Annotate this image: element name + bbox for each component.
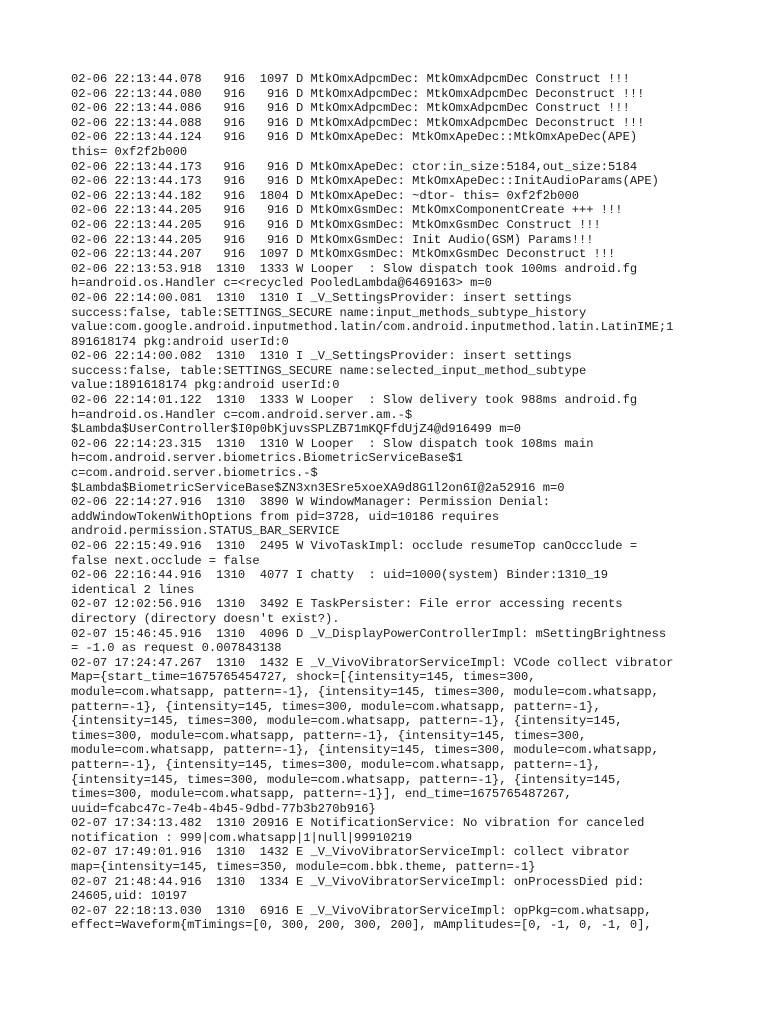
log-line: effect=Waveform{mTimings=[0, 300, 200, 300, 200], mAmplitudes=[0, -1, 0, -1, 0], [71,918,652,933]
log-line: c=com.android.server.biometrics.-$ [71,466,318,481]
log-line: 24605,uid: 10197 [71,889,188,904]
log-line: {intensity=145, times=300, module=com.whatsapp, pattern=-1}, {intensity=145, [71,772,623,787]
log-line: 02-07 12:02:56.916 1310 3492 E TaskPersister: File error accessing recents [71,597,623,612]
log-line: {intensity=145, times=300, module=com.whatsapp, pattern=-1}, {intensity=145, [71,714,623,729]
log-line: value:1891618174 pkg:android userId:0 [71,378,340,393]
log-line: 02-07 17:49:01.916 1310 1432 E _V_VivoVibratorServiceImpl: collect vibrator [71,845,630,860]
log-line: = -1.0 as request 0.007843138 [71,641,282,656]
log-line: Map={start_time=1675765454727, shock=[{intensity=145, times=300, [71,670,536,685]
log-line: 02-06 22:14:27.916 1310 3890 W WindowManager: Permission Denial: [71,495,550,510]
log-line: 02-06 22:13:44.205 916 916 D MtkOmxGsmDec: MtkOmxComponentCreate +++ !!! [71,203,623,218]
log-line: 02-07 22:18:13.030 1310 6916 E _V_VivoVibratorServiceImpl: opPkg=com.whatsapp, [71,903,652,918]
log-line: 02-07 21:48:44.916 1310 1334 E _V_VivoVibratorServiceImpl: onProcessDied pid: [71,874,645,889]
log-line: uuid=fcabc47c-7e4b-4b45-9dbd-77b3b270b916} [71,801,376,816]
log-line: 02-06 22:14:01.122 1310 1333 W Looper : Slow delivery took 988ms android.fg [71,393,638,408]
log-line: module=com.whatsapp, pattern=-1}, {intensity=145, times=300, module=com.whatsapp, [71,743,659,758]
log-line: 02-06 22:14:00.081 1310 1310 I _V_SettingsProvider: insert settings [71,290,572,305]
log-line: 891618174 pkg:android userId:0 [71,334,289,349]
log-line: 02-06 22:13:44.086 916 916 D MtkOmxAdpcmDec: MtkOmxAdpcmDec Construct !!! [71,101,630,116]
log-line: 02-06 22:13:44.088 916 916 D MtkOmxAdpcmDec: MtkOmxAdpcmDec Deconstruct !!! [71,115,645,130]
log-line: pattern=-1}, {intensity=145, times=300, module=com.whatsapp, pattern=-1}, [71,699,601,714]
log-line: map={intensity=145, times=350, module=com.bbk.theme, pattern=-1} [71,860,536,875]
log-line: 02-06 22:13:44.173 916 916 D MtkOmxApeDec: ctor:in_size:5184,out_size:5184 [71,159,638,174]
log-line: 02-06 22:13:44.124 916 916 D MtkOmxApeDec: MtkOmxApeDec::MtkOmxApeDec(APE) [71,130,638,145]
log-line: 02-06 22:14:00.082 1310 1310 I _V_SettingsProvider: insert settings [71,349,572,364]
log-line: 02-07 15:46:45.916 1310 4096 D _V_DisplayPowerControllerImpl: mSettingBrightness [71,626,667,641]
log-line: value:com.google.android.inputmethod.latin/com.android.inputmethod.latin.LatinIME;1 [71,320,674,335]
log-line: 02-06 22:13:44.207 916 1097 D MtkOmxGsmDec: MtkOmxGsmDec Deconstruct !!! [71,247,616,262]
log-line: identical 2 lines [71,582,195,597]
log-line: module=com.whatsapp, pattern=-1}, {intensity=145, times=300, module=com.whatsapp, [71,684,659,699]
log-line: $Lambda$BiometricServiceBase$ZN3xn3ESre5xoeXA9d8G1l2on6I@2a52916 m=0 [71,480,565,495]
log-line: 02-06 22:13:53.918 1310 1333 W Looper : Slow dispatch took 100ms android.fg [71,261,638,276]
log-line: 02-06 22:15:49.916 1310 2495 W VivoTaskImpl: occlude resumeTop canOccclude = [71,539,638,553]
log-line: 02-06 22:13:44.205 916 916 D MtkOmxGsmDec: MtkOmxGsmDec Construct !!! [71,217,601,232]
log-line: 02-06 22:13:44.205 916 916 D MtkOmxGsmDec: Init Audio(GSM) Params!!! [71,232,594,247]
log-line: times=300, module=com.whatsapp, pattern=-1}], end_time=1675765487267, [71,787,572,802]
log-line: 02-06 22:13:44.078 916 1097 D MtkOmxAdpcmDec: MtkOmxAdpcmDec Construct !!! [71,72,630,86]
log-line: pattern=-1}, {intensity=145, times=300, module=com.whatsapp, pattern=-1}, [71,757,601,772]
log-line: notification : 999|com.whatsapp|1|null|99910219 [71,830,413,845]
log-line: h=android.os.Handler c=com.android.server.am.-$ [71,407,413,422]
log-line: h=android.os.Handler c=<recycled PooledLambda@6469163> m=0 [71,276,492,291]
log-line: 02-06 22:13:44.182 916 1804 D MtkOmxApeDec: ~dtor- this= 0xf2f2b000 [71,188,580,203]
log-line: 02-06 22:16:44.916 1310 4077 I chatty : uid=1000(system) Binder:1310_19 [71,568,609,583]
log-line: 02-06 22:14:23.315 1310 1310 W Looper : Slow dispatch took 108ms main [71,436,594,451]
log-line: 02-07 17:24:47.267 1310 1432 E _V_VivoVibratorServiceImpl: VCode collect vibrator [71,655,674,670]
log-line: directory (directory doesn't exist?). [71,611,340,626]
log-line: addWindowTokenWithOptions from pid=3728, uid=10186 requires [71,509,500,524]
log-line: h=com.android.server.biometrics.BiometricServiceBase$1 [71,451,463,466]
log-line: success:false, table:SETTINGS_SECURE name:input_methods_subtype_history [71,305,587,320]
log-line: false next.occlude = false [71,553,260,568]
log-line: 02-06 22:13:44.080 916 916 D MtkOmxAdpcmDec: MtkOmxAdpcmDec Deconstruct !!! [71,86,645,101]
log-text-block [71,72,711,933]
log-line: times=300, module=com.whatsapp, pattern=-1}, {intensity=145, times=300, [71,728,587,743]
log-line: android.permission.STATUS_BAR_SERVICE [71,524,340,539]
log-line: $Lambda$UserController$I0p0bKjuvsSPLZB71mKQFfdUjZ4@d916499 m=0 [71,422,521,437]
log-line: this= 0xf2f2b000 [71,144,188,159]
log-line: 02-07 17:34:13.482 1310 20916 E NotificationService: No vibration for canceled [71,816,645,831]
log-line: 02-06 22:13:44.173 916 916 D MtkOmxApeDec: MtkOmxApeDec::InitAudioParams(APE) [71,174,659,189]
log-line: success:false, table:SETTINGS_SECURE name:selected_input_method_subtype [71,363,587,378]
